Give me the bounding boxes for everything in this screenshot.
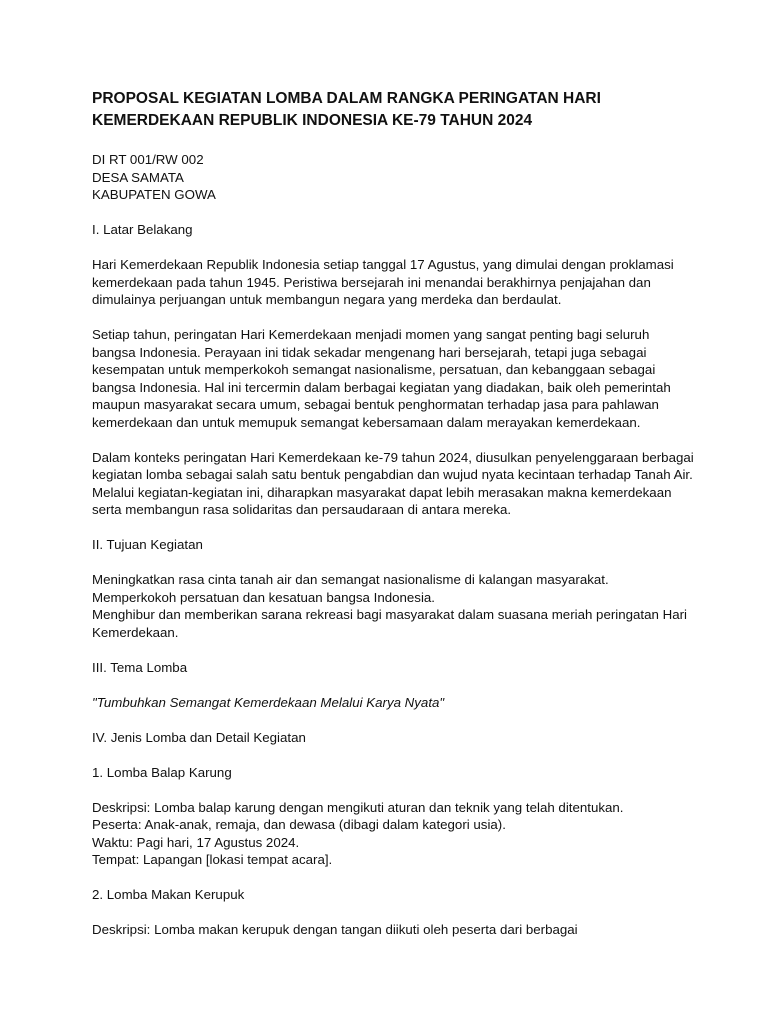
- tujuan-line: Memperkokoh persatuan dan kesatuan bangsa Indonesia.: [92, 589, 435, 605]
- paragraph-line: bangsa Indonesia. Hal ini tercermin dalam berbagai kegiatan yang diadakan, baik oleh pemerintah: [92, 379, 671, 395]
- document-title: PROPOSAL KEGIATAN LOMBA DALAM RANGKA PERINGATAN HARI KEMERDEKAAN REPUBLIK INDONESIA KE-79 TAHUN 2024: [92, 90, 601, 129]
- lomba-heading-makan-kerupuk: 2. Lomba Makan Kerupuk: [92, 887, 245, 902]
- paragraph-line: Dalam konteks peringatan Hari Kemerdekaan ke-79 tahun 2024, diusulkan penyelenggaraan berbagai: [92, 449, 694, 465]
- paragraph-line: kemerdekaan pada tahun 1945. Peristiwa bersejarah ini menandai berakhirnya penjajahan dan: [92, 274, 651, 290]
- section-heading-tujuan: II. Tujuan Kegiatan: [92, 537, 203, 552]
- lomba-detail-line: Waktu: Pagi hari, 17 Agustus 2024.: [92, 834, 300, 850]
- tujuan-line: Kemerdekaan.: [92, 624, 179, 640]
- paragraph-line: Melalui kegiatan-kegiatan ini, diharapkan masyarakat dapat lebih merasakan makna kemerdekaan: [92, 484, 672, 500]
- document-page: [92, 88, 692, 939]
- paragraph-line: maupun masyarakat secara umum, sebagai bentuk penghormatan terhadap jasa para pahlawan: [92, 397, 659, 412]
- lomba-detail-line: Tempat: Lapangan [lokasi tempat acara].: [92, 852, 333, 867]
- section-heading-tema: III. Tema Lomba: [92, 659, 188, 675]
- location-rt-rw: DI RT 001/RW 002: [92, 152, 204, 167]
- paragraph-line: serta membangun rasa solidaritas dan persaudaraan di antara mereka.: [92, 502, 512, 517]
- lomba-detail-line: Peserta: Anak-anak, remaja, dan dewasa (dibagi dalam kategori usia).: [92, 817, 506, 832]
- tujuan-line: Meningkatkan rasa cinta tanah air dan semangat nasionalisme di kalangan masyarakat.: [92, 572, 609, 587]
- lomba-heading-balap-karung: 1. Lomba Balap Karung: [92, 764, 232, 780]
- paragraph-line: bangsa Indonesia. Perayaan ini tidak sekadar mengenang hari bersejarah, tetapi juga sebagai: [92, 344, 647, 360]
- paragraph-line: kesempatan untuk memperkokoh semangat nasionalisme, persatuan, dan kebanggaan sebagai: [92, 362, 656, 377]
- paragraph-line: Setiap tahun, peringatan Hari Kemerdekaan menjadi momen yang sangat penting bagi seluruh: [92, 327, 650, 342]
- paragraph-line: dimulainya perjuangan untuk membangun negara yang merdeka dan berdaulat.: [92, 292, 562, 307]
- section-heading-jenis-lomba: IV. Jenis Lomba dan Detail Kegiatan: [92, 729, 306, 745]
- paragraph-line: kemerdekaan dan untuk memupuk semangat kebersamaan dalam merayakan kemerdekaan.: [92, 414, 641, 430]
- location-kabupaten: KABUPATEN GOWA: [92, 187, 216, 202]
- section-heading-latar-belakang: I. Latar Belakang: [92, 222, 193, 237]
- tujuan-line: Menghibur dan memberikan sarana rekreasi bagi masyarakat dalam suasana meriah peringatan Hari: [92, 607, 687, 622]
- paragraph-line: kegiatan lomba sebagai salah satu bentuk pengabdian dan wujud nyata kecintaan terhadap Tanah Air.: [92, 467, 693, 482]
- location-desa: DESA SAMATA: [92, 169, 184, 185]
- theme-quote: "Tumbuhkan Semangat Kemerdekaan Melalui Karya Nyata": [92, 694, 445, 710]
- paragraph-line: Hari Kemerdekaan Republik Indonesia setiap tanggal 17 Agustus, yang dimulai dengan proklamasi: [92, 257, 674, 272]
- lomba-detail-line: Deskripsi: Lomba makan kerupuk dengan tangan diikuti oleh peserta dari berbagai: [92, 922, 578, 937]
- lomba-detail-line: Deskripsi: Lomba balap karung dengan mengikuti aturan dan teknik yang telah ditentukan.: [92, 799, 624, 815]
